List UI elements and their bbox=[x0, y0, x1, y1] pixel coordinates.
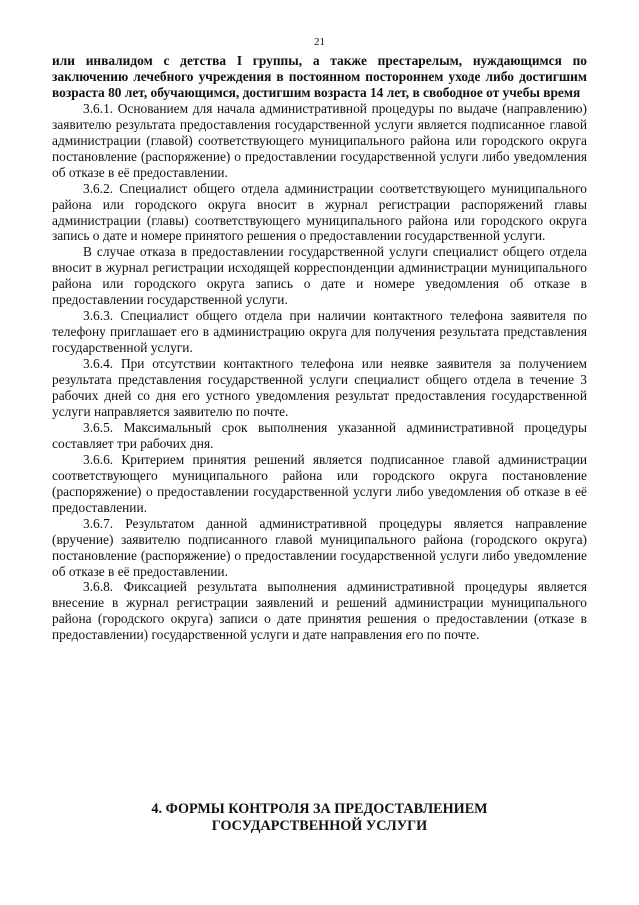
paragraph-3-6-8: 3.6.8. Фиксацией результата выполнения административной процедуры является внесение в журнал регистрации заявлений и решений администрации муниципального района (городского округа) записи о дате принятия решения о предоставлении (отказе в предоставлении) государственной услуги и дате направления его по почте. bbox=[52, 579, 587, 643]
paragraph-3-6-3: 3.6.3. Специалист общего отдела при наличии контактного телефона заявителя по телефону приглашает его в администрацию округа для получения результата представления государственной услуги. bbox=[52, 308, 587, 356]
intro-paragraph: или инвалидом с детства I группы, а также престарелым, нуждающимся по заключению лечебного учреждения в постоянном постороннем уходе либо достигшим возраста 80 лет, обучающимся, достигшим возраста 14 лет, в свободное от учебы время bbox=[52, 53, 587, 100]
paragraph-3-6-1: 3.6.1. Основанием для начала административной процедуры по выдаче (направлению) заявителю результата предоставления государственной услуги является подписанное главой администрации (главой) соответствующего муниципального района или городского округа постановление (распоряжение) о предоставлении государственной услуги либо уведомления об отказе в её предоставлении. bbox=[52, 100, 587, 180]
paragraph-3-6-7: 3.6.7. Результатом данной административной процедуры является направление (вручение) заявителю подписанного главой муниципального района (городского округа) постановление (распоряжение) о предоставлении государственной услуги либо уведомление об отказе в её предоставлении. bbox=[52, 515, 587, 579]
page-number: 21 bbox=[314, 36, 325, 48]
paragraph-3-6-4: 3.6.4. При отсутствии контактного телефона или неявке заявителя за получением результата представления государственной услуги специалист общего отдела в течение 3 рабочих дней со дня его устного уведомления результат предоставления государственной услуги направляется заявителю по почте. bbox=[52, 356, 587, 419]
paragraph-3-6-2: 3.6.2. Специалист общего отдела администрации соответствующего муниципального района или городского округа вносит в журнал регистрации распоряжений главы администрации (главы) соответствующего муниципального района или городского округа запись о дате и номере принятого решения о предоставлении государственной услуги. bbox=[52, 180, 587, 244]
section-heading-line-1: 4. ФОРМЫ КОНТРОЛЯ ЗА ПРЕДОСТАВЛЕНИЕМ bbox=[151, 801, 488, 817]
document-body bbox=[52, 53, 587, 643]
paragraph-3-6-6: 3.6.6. Критерием принятия решений является подписанное главой администрации соответствующего муниципального района или городского округа постановление (распоряжение) о предоставлении государственной услуги либо уведомления об отказе в её предоставлении. bbox=[52, 451, 587, 515]
section-heading-line-2: ГОСУДАРСТВЕННОЙ УСЛУГИ bbox=[211, 818, 428, 834]
paragraph-refusal-registration: В случае отказа в предоставлении государственной услуги специалист общего отдела вносит в журнал регистрации исходящей корреспонденции администрации муниципального района или городского округа запись о дате и номере уведомления об отказе в предоставлении государственной услуги. bbox=[52, 244, 587, 308]
paragraph-3-6-5: 3.6.5. Максимальный срок выполнения указанной административной процедуры составляет три рабочих дня. bbox=[52, 419, 587, 451]
section-heading bbox=[52, 801, 587, 835]
